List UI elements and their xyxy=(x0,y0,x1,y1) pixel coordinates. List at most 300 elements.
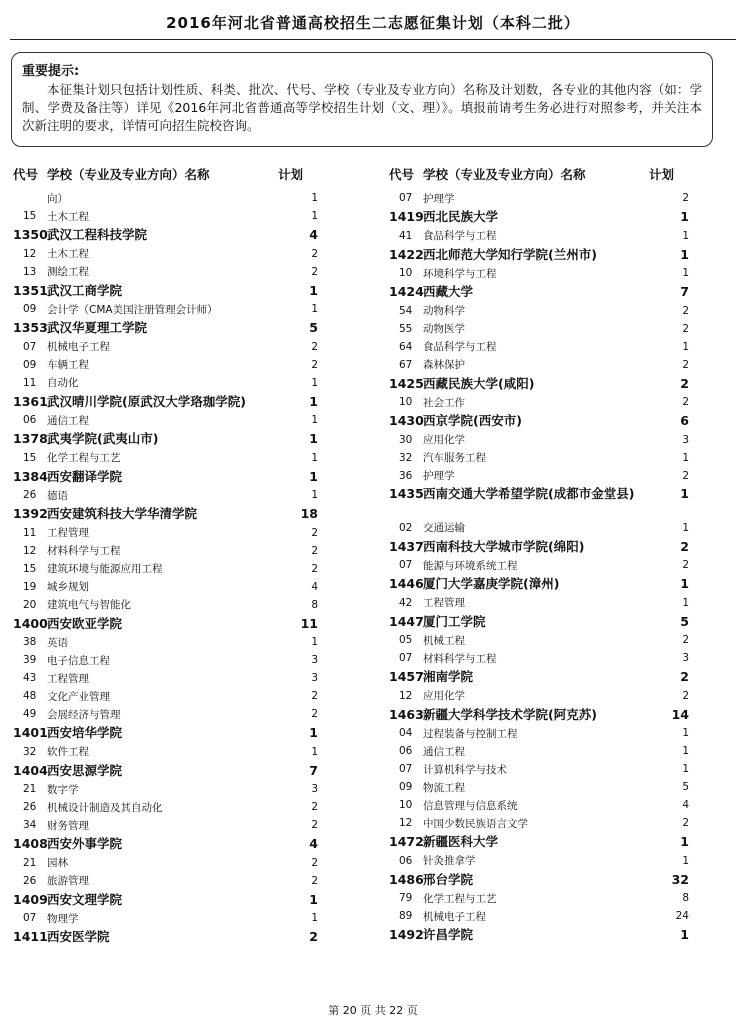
row-name: 自动化 xyxy=(47,377,79,389)
right-table-header xyxy=(389,163,689,185)
row-name: 过程装备与控制工程 xyxy=(423,727,518,740)
row-name: 文化产业管理 xyxy=(47,690,110,703)
row-name: 建筑电气与智能化 xyxy=(47,599,131,611)
row-plan-count: 8 xyxy=(682,892,689,904)
row-name: 通信工程 xyxy=(423,745,465,758)
row-name: 新疆大学科学技术学院(阿克苏) xyxy=(423,706,597,722)
major-row xyxy=(13,780,318,798)
row-plan-count: 2 xyxy=(682,396,689,408)
major-row xyxy=(13,816,318,834)
major-row xyxy=(13,374,318,392)
row-code: 43 xyxy=(23,672,37,684)
row-name: 会展经济与管理 xyxy=(47,708,121,721)
row-code: 06 xyxy=(23,414,37,426)
major-row xyxy=(389,814,689,832)
row-plan-count: 1 xyxy=(682,763,689,775)
row-code: 20 xyxy=(23,598,37,611)
row-name: 会计学（CMA美国注册管理会计师） xyxy=(47,303,218,316)
row-code: 12 xyxy=(23,544,37,557)
major-row xyxy=(389,519,689,537)
left-rows xyxy=(13,189,318,947)
school-row xyxy=(389,925,689,945)
row-name: 车辆工程 xyxy=(47,359,89,371)
row-code: 26 xyxy=(23,489,37,501)
row-code: 07 xyxy=(23,912,37,924)
row-code: 19 xyxy=(23,580,37,593)
row-plan-count: 2 xyxy=(682,817,689,829)
major-row xyxy=(13,687,318,705)
major-row xyxy=(13,872,318,890)
row-code: 38 xyxy=(23,636,37,648)
row-code: 07 xyxy=(399,559,413,571)
row-code: 13 xyxy=(23,265,37,278)
row-plan-count: 2 xyxy=(682,469,689,482)
row-code: 1392 xyxy=(13,506,48,522)
row-plan-count: 1 xyxy=(682,854,689,867)
major-row xyxy=(13,651,318,669)
row-plan-count: 1 xyxy=(311,636,318,648)
row-name: 通信工程 xyxy=(47,414,89,427)
row-name: 食品科学与工程 xyxy=(423,230,497,242)
row-name: 护理学 xyxy=(423,192,455,205)
major-row xyxy=(389,631,689,649)
row-code: 1425 xyxy=(389,375,424,391)
row-name: 机械设计制造及其自动化 xyxy=(47,801,163,814)
row-code: 21 xyxy=(23,856,37,869)
header-name: 学校（专业及专业方向）名称 xyxy=(47,167,210,182)
row-code: 1353 xyxy=(13,320,48,336)
row-name: 机械电子工程 xyxy=(423,910,486,923)
major-row xyxy=(13,356,318,374)
row-code: 15 xyxy=(23,451,37,464)
row-plan-count: 2 xyxy=(680,669,689,685)
row-code: 1411 xyxy=(13,929,48,945)
row-plan-count: 1 xyxy=(311,745,318,758)
row-plan-count: 11 xyxy=(300,615,318,631)
row-plan-count: 8 xyxy=(311,598,318,611)
row-name: 西北师范大学知行学院(兰州市) xyxy=(423,246,597,262)
row-name: 英语 xyxy=(47,636,68,649)
row-name: 许昌学院 xyxy=(423,927,474,943)
row-code: 41 xyxy=(399,229,413,242)
major-row xyxy=(389,431,689,449)
major-row xyxy=(389,649,689,667)
row-plan-count: 3 xyxy=(311,654,318,666)
row-name: 化学工程与工艺 xyxy=(423,892,497,905)
row-plan-count: 2 xyxy=(682,322,689,335)
row-name: 土木工程 xyxy=(47,248,89,260)
row-plan-count: 1 xyxy=(309,282,318,298)
row-plan-count: 1 xyxy=(682,745,689,757)
row-name: 城乡规划 xyxy=(47,581,89,593)
right-rows xyxy=(389,189,689,945)
row-code: 1404 xyxy=(13,762,48,778)
row-name: 化学工程与工艺 xyxy=(47,452,121,464)
row-code: 11 xyxy=(23,376,37,389)
school-row xyxy=(389,537,689,557)
row-plan-count: 1 xyxy=(680,834,689,850)
row-name: 西京学院(西安市) xyxy=(423,413,522,429)
major-row xyxy=(13,300,318,318)
row-name: 汽车服务工程 xyxy=(423,452,486,464)
header-code: 代号 xyxy=(389,167,415,182)
school-row xyxy=(13,834,318,854)
row-plan-count: 1 xyxy=(682,521,689,534)
major-row xyxy=(389,356,689,374)
major-row xyxy=(13,596,318,614)
row-name: 财务管理 xyxy=(47,819,89,832)
row-code: 1401 xyxy=(13,725,48,741)
row-plan-count: 1 xyxy=(311,451,318,464)
header-name: 学校（专业及专业方向）名称 xyxy=(423,167,586,182)
row-name: 电子信息工程 xyxy=(47,654,110,667)
row-code: 1384 xyxy=(13,468,48,484)
row-plan-count: 4 xyxy=(682,799,689,811)
row-code: 1361 xyxy=(13,393,48,409)
row-plan-count: 2 xyxy=(311,544,318,557)
row-code: 1437 xyxy=(389,538,424,554)
row-code: 07 xyxy=(399,763,413,775)
row-plan-count: 3 xyxy=(311,783,318,795)
row-plan-count: 2 xyxy=(311,247,318,260)
row-plan-count: 1 xyxy=(680,485,689,501)
row-name: 园林 xyxy=(47,857,68,869)
major-row xyxy=(389,907,689,925)
row-plan-count: 2 xyxy=(311,690,318,702)
row-code: 1463 xyxy=(389,706,424,722)
row-code: 1424 xyxy=(389,284,424,300)
row-name: 社会工作 xyxy=(423,396,465,409)
row-name: 材料科学与工程 xyxy=(423,652,497,665)
school-row xyxy=(13,761,318,781)
row-name: 计算机科学与技术 xyxy=(423,763,507,776)
row-plan-count: 2 xyxy=(682,559,689,571)
row-plan-count: 1 xyxy=(309,431,318,447)
major-row xyxy=(389,889,689,907)
school-row xyxy=(13,927,318,947)
row-plan-count: 2 xyxy=(311,801,318,813)
row-plan-count: 7 xyxy=(309,762,318,778)
header-plan: 计划 xyxy=(278,167,304,182)
row-plan-count: 2 xyxy=(311,526,318,539)
row-code: 10 xyxy=(399,396,413,408)
row-name: 物理学 xyxy=(47,912,79,925)
row-code: 1351 xyxy=(13,282,48,298)
row-name: 西安翻译学院 xyxy=(47,468,123,484)
row-plan-count: 2 xyxy=(309,929,318,945)
row-name: 德语 xyxy=(47,489,68,502)
row-plan-count: 14 xyxy=(671,706,689,722)
row-code: 1457 xyxy=(389,669,424,685)
major-row xyxy=(13,633,318,651)
row-name: 旅游管理 xyxy=(47,875,89,887)
row-plan-count: 1 xyxy=(680,576,689,592)
row-code: 1422 xyxy=(389,246,424,262)
row-plan-count: 2 xyxy=(680,375,689,391)
row-name: 中国少数民族语言文学 xyxy=(423,817,528,830)
row-plan-count: 6 xyxy=(680,413,689,429)
row-name: 信息管理与信息系统 xyxy=(423,799,518,812)
major-row xyxy=(389,778,689,796)
school-row xyxy=(389,870,689,890)
row-name: 动物科学 xyxy=(423,305,465,317)
row-name: 西安文理学院 xyxy=(47,891,123,907)
major-row xyxy=(13,909,318,927)
row-code: 30 xyxy=(399,433,413,446)
row-code: 15 xyxy=(23,210,37,222)
major-row xyxy=(13,486,318,504)
major-row xyxy=(13,578,318,596)
row-name: 厦门工学院 xyxy=(423,613,486,629)
major-row xyxy=(389,302,689,320)
header-code: 代号 xyxy=(13,167,39,182)
row-code: 1430 xyxy=(389,413,424,429)
row-name: 武汉华夏理工学院 xyxy=(47,320,148,336)
row-code: 26 xyxy=(23,801,37,813)
row-name: 环境科学与工程 xyxy=(423,267,497,280)
row-name: 武夷学院(武夷山市) xyxy=(47,431,159,447)
row-plan-count: 2 xyxy=(311,819,318,831)
major-row xyxy=(389,320,689,338)
major-row xyxy=(13,524,318,542)
major-row xyxy=(389,594,689,612)
school-row xyxy=(389,207,689,227)
row-name: 西安培华学院 xyxy=(47,725,123,741)
row-code: 1378 xyxy=(13,431,48,447)
page-title: 2016年河北省普通高校招生二志愿征集计划（本科二批） xyxy=(166,14,580,32)
school-row xyxy=(13,614,318,634)
row-plan-count: 5 xyxy=(309,320,318,336)
row-plan-count: 18 xyxy=(300,506,318,522)
row-code: 34 xyxy=(23,819,37,831)
row-code: 1409 xyxy=(13,891,48,907)
row-plan-count: 32 xyxy=(671,871,689,887)
row-code: 32 xyxy=(23,745,37,758)
row-name: 西藏大学 xyxy=(423,284,474,300)
school-row xyxy=(13,281,318,301)
row-code: 64 xyxy=(399,340,413,353)
row-code: 04 xyxy=(399,727,413,739)
row-plan-count: 2 xyxy=(311,562,318,575)
row-name: 武汉工商学院 xyxy=(47,282,123,298)
row-code: 26 xyxy=(23,874,37,887)
row-name: 软件工程 xyxy=(47,746,89,758)
row-code: 06 xyxy=(399,854,413,867)
row-code: 32 xyxy=(399,451,413,464)
row-plan-count: 1 xyxy=(311,912,318,924)
row-plan-count: 7 xyxy=(680,284,689,300)
school-row xyxy=(389,612,689,632)
row-code: 1408 xyxy=(13,836,48,852)
row-plan-count: 1 xyxy=(311,303,318,315)
row-name: 西安建筑科技大学华清学院 xyxy=(47,506,198,522)
row-name: 西安医学院 xyxy=(47,929,110,945)
school-row xyxy=(13,723,318,743)
row-name: 应用化学 xyxy=(423,690,465,702)
notice-body: 本征集计划只包括计划性质、科类、批次、代号、学校（专业及专业方向）名称及计划数，各专业的其他内容（如：学制、学费及备注等）详见《2016年河北省普通高等学校招生计划（文、理）》。填报前请考生务必进行对照参考，并关注本次新注明的要求，详情可向招生院校咨询。 xyxy=(22,82,702,133)
row-code: 1447 xyxy=(389,613,424,629)
row-code: 10 xyxy=(399,799,413,811)
row-name: 工程管理 xyxy=(423,597,465,609)
row-code: 55 xyxy=(399,322,413,335)
row-name: 机械工程 xyxy=(423,634,465,647)
row-plan-count: 1 xyxy=(682,451,689,464)
major-row xyxy=(13,207,318,225)
row-plan-count: 3 xyxy=(682,652,689,664)
row-code: 1435 xyxy=(389,485,424,501)
row-plan-count: 1 xyxy=(311,210,318,222)
row-code: 39 xyxy=(23,654,37,666)
row-plan-count: 2 xyxy=(311,708,318,720)
row-plan-count: 1 xyxy=(680,209,689,225)
row-plan-count: 1 xyxy=(311,376,318,389)
row-code: 15 xyxy=(23,562,37,575)
row-name: 西南交通大学希望学院(成都市金堂县) xyxy=(423,485,635,501)
school-row xyxy=(13,504,318,524)
major-row xyxy=(389,449,689,467)
major-row xyxy=(389,742,689,760)
row-code: 36 xyxy=(399,469,413,482)
row-code: 54 xyxy=(399,304,413,317)
row-code: 11 xyxy=(23,526,37,539)
major-row xyxy=(13,338,318,356)
title-divider xyxy=(10,39,736,40)
row-plan-count: 1 xyxy=(309,393,318,409)
row-code: 09 xyxy=(399,781,413,793)
row-name: 工程管理 xyxy=(47,527,89,539)
row-plan-count: 1 xyxy=(309,725,318,741)
row-name: 湘南学院 xyxy=(423,669,474,685)
major-row xyxy=(389,393,689,411)
row-plan-count: 5 xyxy=(682,781,689,793)
notice-box xyxy=(11,52,713,147)
school-row xyxy=(13,318,318,338)
row-name: 材料科学与工程 xyxy=(47,545,121,557)
row-plan-count: 1 xyxy=(309,891,318,907)
row-code: 09 xyxy=(23,303,37,315)
row-plan-count: 2 xyxy=(682,634,689,646)
left-table-header xyxy=(13,163,318,185)
row-code: 1419 xyxy=(389,209,424,225)
row-plan-count: 2 xyxy=(311,340,318,353)
row-code: 02 xyxy=(399,521,413,534)
row-code: 07 xyxy=(23,340,37,353)
row-name: 邢台学院 xyxy=(423,871,474,887)
row-name: 西北民族大学 xyxy=(423,209,499,225)
row-code: 1446 xyxy=(389,576,424,592)
major-row xyxy=(13,705,318,723)
row-plan-count: 2 xyxy=(311,874,318,887)
row-plan-count: 1 xyxy=(680,246,689,262)
notice-heading: 重要提示: xyxy=(22,64,80,79)
major-row xyxy=(389,724,689,742)
major-row xyxy=(13,245,318,263)
row-plan-count: 4 xyxy=(311,580,318,593)
row-plan-count: 1 xyxy=(682,229,689,242)
school-row xyxy=(389,411,689,431)
row-code: 89 xyxy=(399,910,413,922)
row-plan-count: 2 xyxy=(682,689,689,702)
right-column xyxy=(389,163,689,945)
school-row xyxy=(13,467,318,487)
row-plan-count: 2 xyxy=(311,358,318,371)
row-plan-count: 1 xyxy=(682,267,689,279)
row-code: 49 xyxy=(23,708,37,720)
row-name: 武汉工程科技学院 xyxy=(47,227,148,243)
school-row xyxy=(389,667,689,687)
major-row xyxy=(389,760,689,778)
row-code: 05 xyxy=(399,634,413,646)
row-name: 武汉晴川学院(原武汉大学珞珈学院) xyxy=(47,393,246,409)
row-code: 42 xyxy=(399,596,413,609)
row-code: 12 xyxy=(23,247,37,260)
row-name: 应用化学 xyxy=(423,434,465,446)
row-plan-count: 4 xyxy=(309,836,318,852)
row-name: 新疆医科大学 xyxy=(423,834,499,850)
row-code: 07 xyxy=(399,192,413,204)
row-name: 西安思源学院 xyxy=(47,762,123,778)
school-row xyxy=(13,890,318,910)
row-name: 工程管理 xyxy=(47,672,89,685)
major-row xyxy=(389,852,689,870)
row-code: 07 xyxy=(399,652,413,664)
row-name: 能源与环境系统工程 xyxy=(423,559,518,572)
row-name: 向） xyxy=(47,192,68,205)
row-code: 12 xyxy=(399,689,413,702)
row-name: 机械电子工程 xyxy=(47,341,110,353)
major-row xyxy=(389,338,689,356)
major-row xyxy=(13,743,318,761)
major-row xyxy=(389,687,689,705)
school-row xyxy=(389,282,689,302)
row-name: 西藏民族大学(咸阳) xyxy=(423,375,535,391)
major-row xyxy=(13,798,318,816)
row-code: 1400 xyxy=(13,615,48,631)
row-name: 食品科学与工程 xyxy=(423,341,497,353)
row-plan-count: 2 xyxy=(680,538,689,554)
row-name: 动物医学 xyxy=(423,323,465,335)
header-plan: 计划 xyxy=(649,167,675,182)
major-row xyxy=(13,542,318,560)
major-row xyxy=(389,796,689,814)
row-plan-count: 1 xyxy=(682,340,689,353)
major-row xyxy=(13,263,318,281)
row-name: 建筑环境与能源应用工程 xyxy=(47,563,163,575)
row-code: 48 xyxy=(23,690,37,702)
row-name: 交通运输 xyxy=(423,522,465,534)
row-plan-count: 2 xyxy=(311,265,318,278)
row-name: 西安外事学院 xyxy=(47,836,123,852)
row-plan-count: 1 xyxy=(311,489,318,501)
left-column xyxy=(13,163,318,947)
row-code: 79 xyxy=(399,892,413,904)
school-row xyxy=(389,245,689,265)
row-plan-count: 1 xyxy=(309,468,318,484)
major-row xyxy=(389,189,689,207)
school-row xyxy=(389,485,689,519)
row-code: 67 xyxy=(399,358,413,371)
major-row xyxy=(13,560,318,578)
school-row xyxy=(389,705,689,725)
school-row xyxy=(389,832,689,852)
row-code: 21 xyxy=(23,783,37,795)
row-plan-count: 24 xyxy=(675,910,689,922)
row-name: 西安欧亚学院 xyxy=(47,615,123,631)
row-name: 数字学 xyxy=(47,783,79,796)
major-row xyxy=(389,264,689,282)
row-code: 1350 xyxy=(13,227,48,243)
school-row xyxy=(13,429,318,449)
